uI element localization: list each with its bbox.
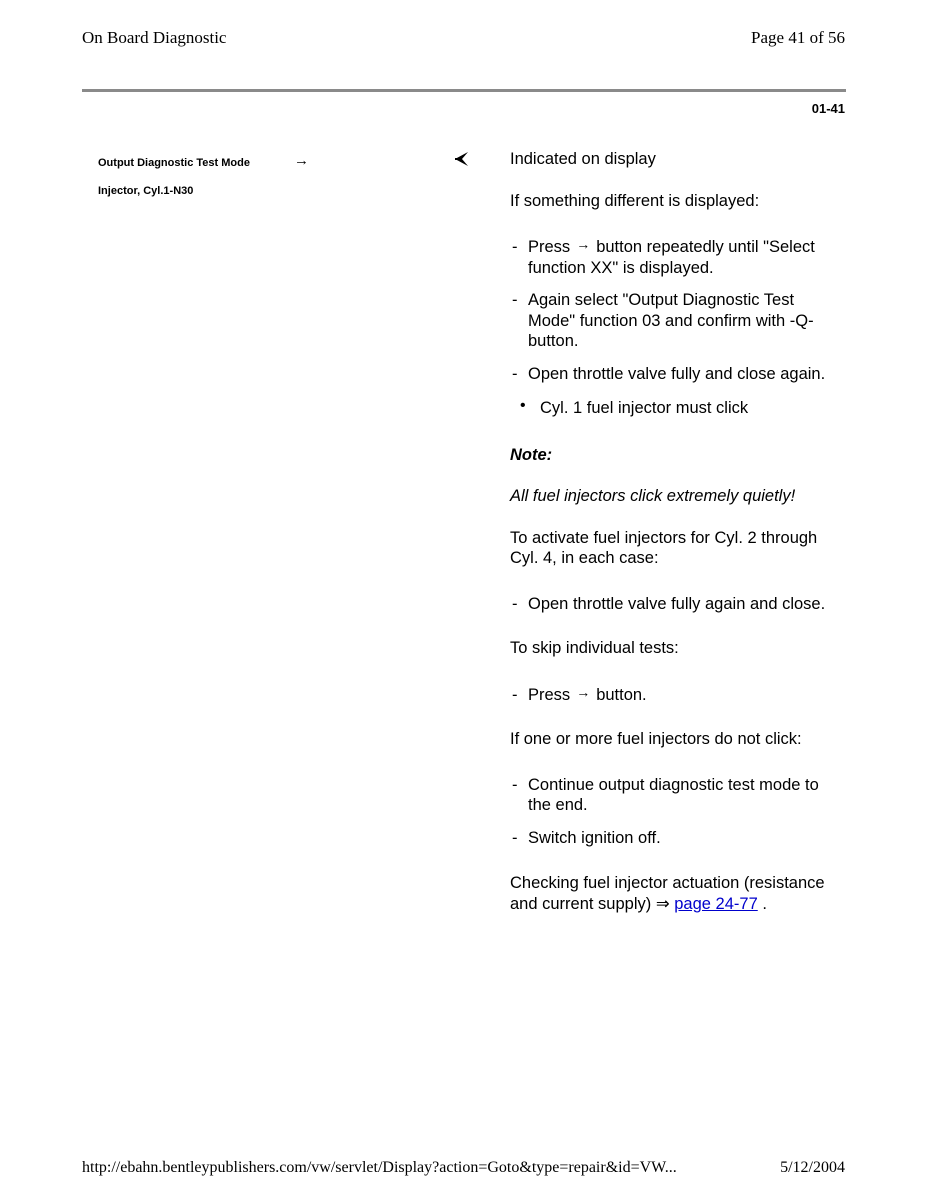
dash-marker: - (512, 291, 518, 309)
pointer-arrow-icon (452, 150, 470, 168)
step-text: button. (596, 685, 647, 704)
step-text: button repeatedly until "Select function XX" is displayed. (528, 238, 815, 277)
step-open-throttle (510, 364, 840, 385)
right-arrow-icon: → (294, 152, 309, 169)
dash-marker: - (512, 685, 518, 704)
step-continue (510, 775, 840, 816)
page-number: Page 41 of 56 (751, 28, 845, 47)
bullet-dot: • (520, 397, 526, 414)
dash-marker: - (512, 775, 518, 794)
bullet-text: Cyl. 1 fuel injector must click (540, 399, 749, 417)
dash-marker: - (512, 594, 518, 613)
left-label-test-mode: Output Diagnostic Test Mode (98, 157, 250, 169)
dash-marker: - (512, 828, 518, 847)
dash-marker: - (512, 364, 518, 383)
paragraph-no-click: If one or more fuel injectors do not click: (510, 730, 802, 748)
paragraph-indicated: Indicated on display (510, 150, 656, 168)
paragraph-different: If something different is displayed: (510, 191, 760, 210)
step-text: Open throttle valve fully again and close. (528, 594, 826, 613)
step-text: Switch ignition off. (528, 828, 661, 847)
paragraph-text: . (757, 894, 767, 913)
bullet-cyl1 (510, 398, 840, 419)
step-text: Open throttle valve fully and close again. (528, 364, 826, 383)
footer-url: http://ebahn.bentleypublishers.com/vw/servlet/Display?action=Goto&type=repair&id=VW... (82, 1159, 677, 1176)
paragraph-skip: To skip individual tests: (510, 639, 679, 657)
dash-marker: - (512, 238, 518, 256)
footer-date: 5/12/2004 (780, 1159, 845, 1176)
right-arrow-icon: → (576, 683, 591, 700)
paragraph-checking (510, 873, 840, 914)
step-text: Again select "Output Diagnostic Test Mode" function 03 and confirm with -Q- button. (528, 291, 814, 350)
note-text: All fuel injectors click extremely quietly! (510, 487, 796, 505)
instructions (510, 149, 840, 914)
left-label-injector: Injector, Cyl.1-N30 (98, 185, 194, 197)
right-arrow-icon: → (576, 236, 591, 252)
note-label: Note: (510, 445, 553, 464)
step-text: Press (528, 685, 571, 704)
step-text: Continue output diagnostic test mode to the end. (528, 775, 819, 814)
step-open-throttle-again (510, 594, 840, 615)
paragraph-activate: To activate fuel injectors for Cyl. 2 through Cyl. 4, in each case: (510, 528, 818, 567)
header-divider (82, 89, 846, 92)
step-press-arrow (510, 237, 840, 278)
step-press-button (510, 685, 840, 706)
section-page-code: 01-41 (811, 101, 845, 116)
document-title: On Board Diagnostic (82, 28, 227, 47)
step-again-select (510, 290, 840, 352)
step-ignition-off (510, 828, 840, 849)
paragraph-text: Checking fuel injector actuation (resistance and current supply) ⇒ (510, 874, 825, 913)
step-text: Press (528, 238, 571, 256)
page-link[interactable]: page 24-77 (674, 894, 758, 913)
